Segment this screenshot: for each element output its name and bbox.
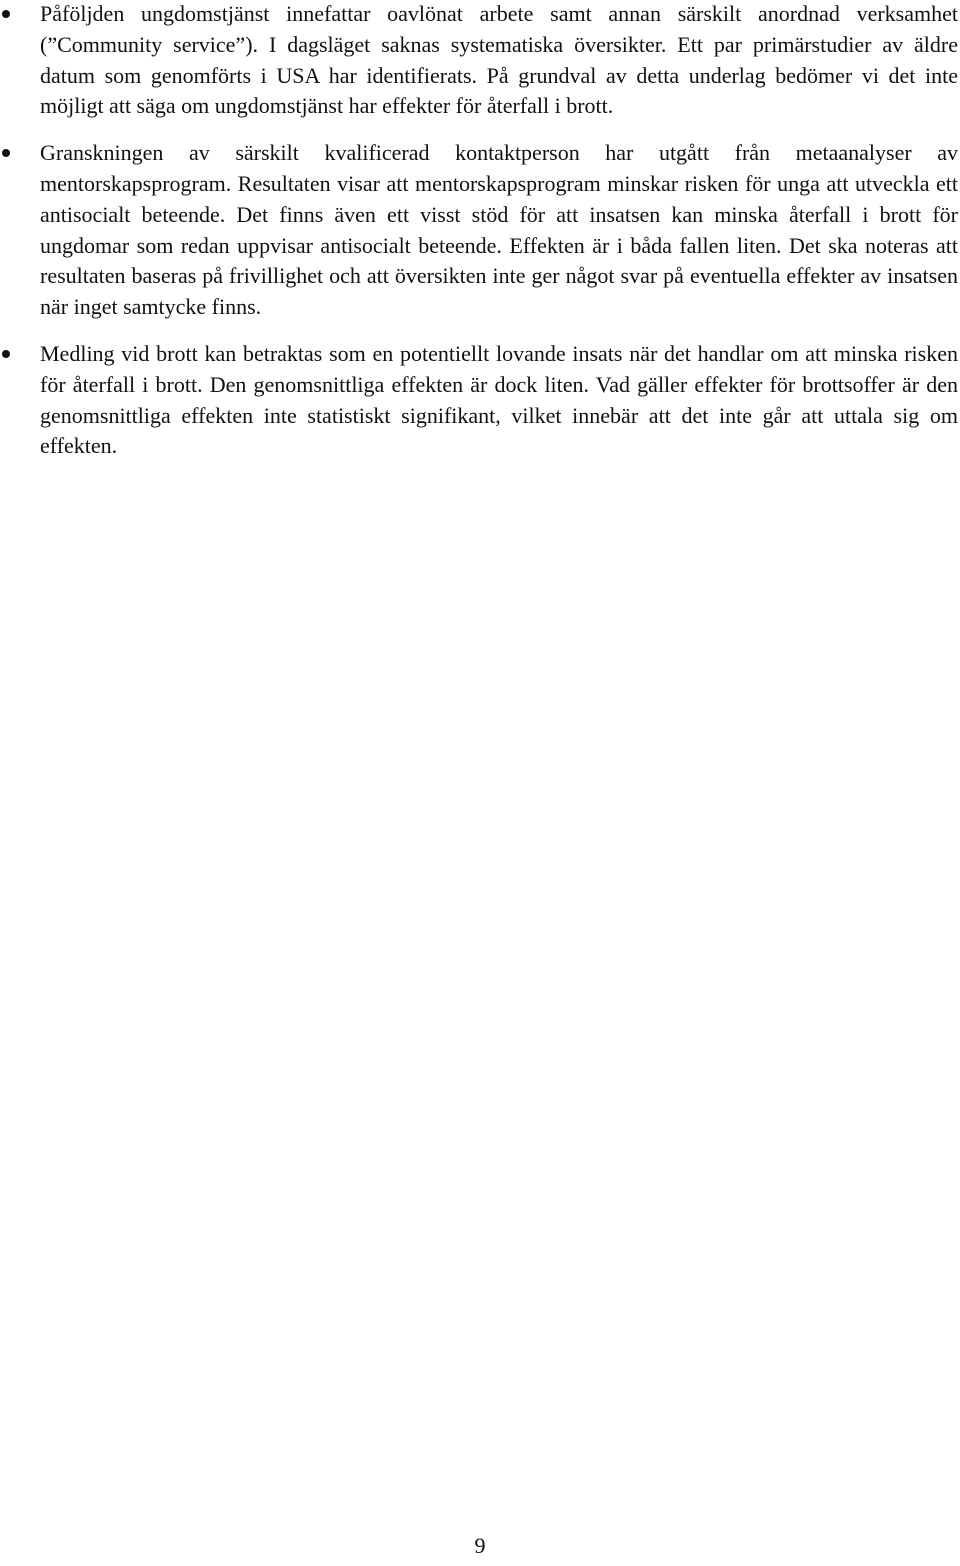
bullet-text: Påföljden ungdomstjänst innefattar oavlönat arbete samt annan särskilt anordnad verksamhet (”Community service”). I dagsläget saknas systematiska översikter. Ett par primärstudier av äldre datum som genomförts i USA har identifierats. På grundval av detta underlag bedömer vi det inte möjligt att säga om ungdomstjänst har effekter för återfall i brott. [40,1,958,119]
bullet-item-ungdomstjanst [0,0,960,122]
bullet-text: Granskningen av särskilt kvalificerad kontaktperson har utgått från metaanalyser av mentorskapsprogram. Resultaten visar att mentorskapsprogram minskar risken för unga att utveckla ett antisocialt beteende. Det finns även ett visst stöd för att insatsen kan minska återfall i brott för ungdomar som redan uppvisar antisocialt beteende. Effekten är i båda fallen liten. Det ska noteras att resultaten baseras på frivillighet och att översikten inte ger något svar på eventuella effekter av insatsen när inget samtycke finns. [40,140,958,320]
bullet-dot-icon [2,10,10,18]
bullet-text: Medling vid brott kan betraktas som en potentiellt lovande insats när det handlar om att minska risken för återfall i brott. Den genomsnittliga effekten är dock liten. Vad gäller effekter för brottsoffer är den genomsnittliga effekten inte statistiskt signifikant, vilket innebär att det inte går att uttala sig om effekten. [40,340,958,459]
bullet-item-kontaktperson [0,138,960,323]
bullet-item-medling [0,339,960,462]
bullet-dot-icon [2,350,10,358]
page-number: 9 [474,1533,486,1558]
bullet-dot-icon [2,149,10,157]
bullet-list [0,0,960,478]
